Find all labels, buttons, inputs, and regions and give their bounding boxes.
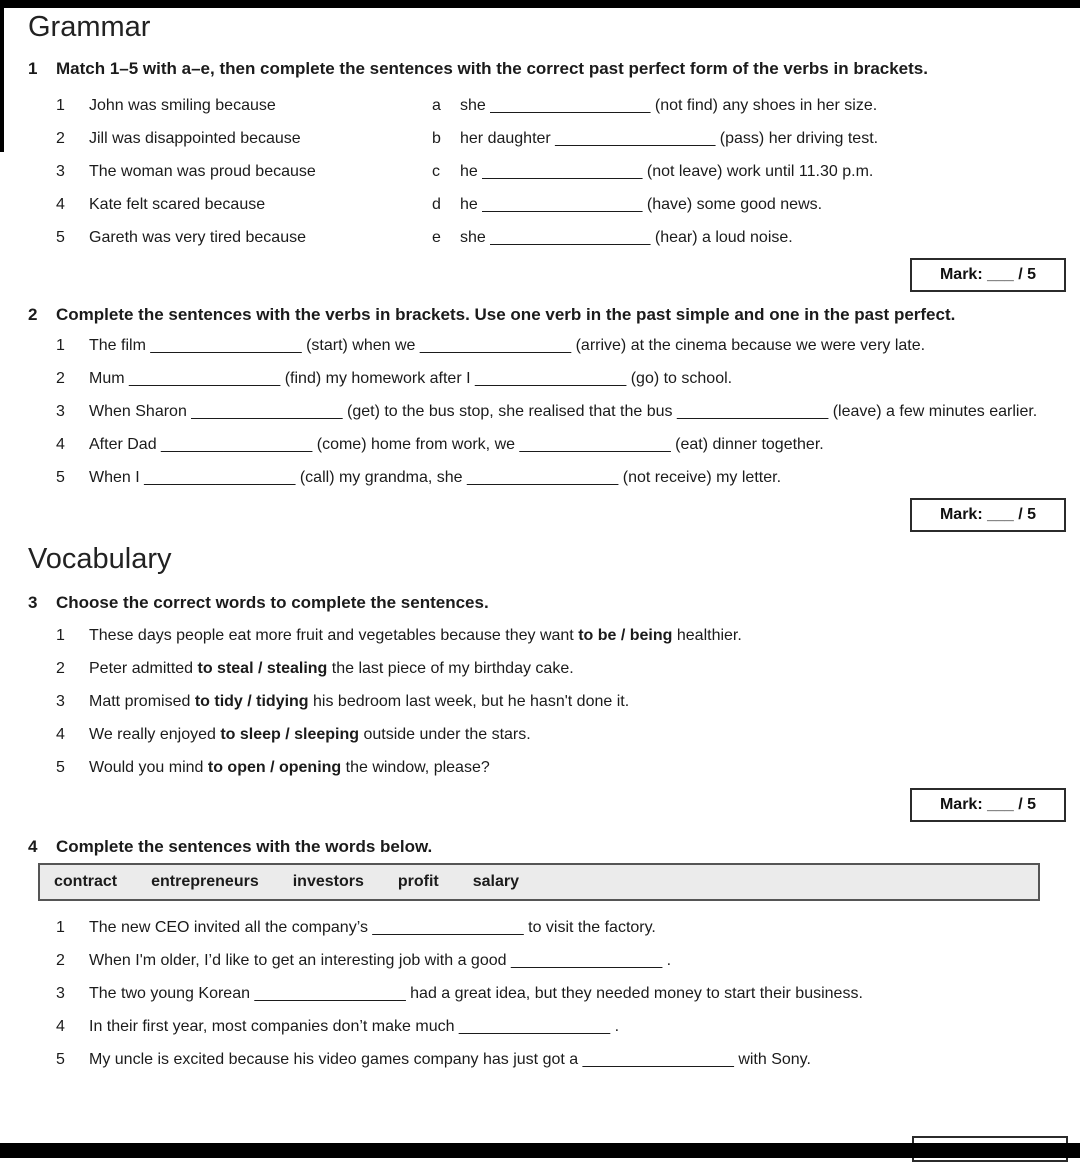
scan-left-edge-line	[0, 0, 4, 152]
item-number: 5	[56, 759, 65, 776]
sentence-fragment: We really enjoyed	[89, 726, 221, 743]
exercise-3-instruction: Choose the correct words to complete the sentences.	[56, 593, 489, 612]
word-bank	[38, 863, 1040, 901]
word-bank-word: entrepreneurs	[151, 873, 259, 890]
sentence-fragment: the window, please?	[341, 759, 490, 776]
match-row	[56, 188, 1066, 221]
match-row	[56, 221, 1066, 254]
match-left-text: Kate felt scared because	[89, 196, 266, 213]
item-number: 2	[56, 370, 65, 387]
sentence-fragment: Would you mind	[89, 759, 208, 776]
item-number: 4	[56, 436, 65, 453]
exercise-1-number: 1	[28, 59, 38, 78]
item-number: 1	[56, 627, 65, 644]
match-left-text: John was smiling because	[89, 97, 276, 114]
item-number: 1	[56, 919, 65, 936]
item-number: 3	[56, 693, 65, 710]
sentence-fragment: outside under the stars.	[359, 726, 531, 743]
section-title-vocabulary: Vocabulary	[28, 543, 172, 575]
item-number: 5	[56, 469, 65, 486]
match-row	[56, 122, 1066, 155]
sentence-text-with-blanks: In their first year, most companies don’t make much _________________ .	[89, 1018, 620, 1035]
sentence-fragment: Matt promised	[89, 693, 195, 710]
match-right-text-with-blank: he __________________ (have) some good news.	[460, 196, 823, 213]
sentence-item	[56, 333, 1066, 358]
item-number: 3	[56, 985, 65, 1002]
sentence-text-with-choices	[89, 755, 1066, 780]
match-letter: c	[432, 163, 440, 180]
sentence-text-with-blanks: The two young Korean _________________ had a great idea, but they needed money to start their business.	[89, 985, 863, 1002]
mark-box-exercise-1: Mark: ___ / 5	[910, 258, 1066, 292]
word-bank-word: contract	[54, 873, 118, 890]
match-item-number: 2	[56, 130, 65, 147]
match-item-number: 5	[56, 229, 65, 246]
sentence-text-with-choices	[89, 656, 1066, 681]
exercise-4	[28, 834, 1066, 1082]
match-right-text-with-blank: she __________________ (hear) a loud noise.	[460, 229, 793, 246]
match-letter: e	[432, 229, 441, 246]
match-row	[56, 155, 1066, 188]
exercise-2-instruction: Complete the sentences with the verbs in brackets. Use one verb in the past simple and one in the past perfect.	[56, 305, 956, 324]
exercise-2-item-list	[56, 333, 1066, 490]
item-number: 5	[56, 1051, 65, 1068]
exercise-4-instruction: Complete the sentences with the words below.	[56, 837, 433, 856]
match-left-text: Gareth was very tired because	[89, 229, 306, 246]
exercise-2	[28, 302, 1066, 532]
exercise-3-item-list	[56, 623, 1066, 780]
match-letter: d	[432, 196, 441, 213]
sentence-text-with-blanks: My uncle is excited because his video games company has just got a _________________ with Sony.	[89, 1051, 811, 1068]
sentence-fragment: the last piece of my birthday cake.	[327, 660, 574, 677]
match-right-text-with-blank: her daughter __________________ (pass) her driving test.	[460, 130, 879, 147]
match-item-number: 4	[56, 196, 65, 213]
section-title-grammar: Grammar	[28, 11, 151, 43]
sentence-item	[56, 1016, 1066, 1038]
match-item-number: 1	[56, 97, 65, 114]
match-right-text-with-blank: she __________________ (not find) any shoes in her size.	[460, 97, 878, 114]
exercise-4-item-list	[56, 917, 1066, 1071]
match-left-text: Jill was disappointed because	[89, 130, 301, 147]
word-bank-word: salary	[472, 873, 519, 890]
sentence-text-with-blanks: The new CEO invited all the company’s _________________ to visit the factory.	[89, 919, 656, 936]
item-number: 1	[56, 337, 65, 354]
sentence-item	[56, 399, 1066, 424]
sentence-fragment: These days people eat more fruit and vegetables because they want	[89, 627, 579, 644]
sentence-fragment: his bedroom last week, but he hasn't done it.	[308, 693, 630, 710]
exercise-1-instruction: Match 1–5 with a–e, then complete the sentences with the correct past perfect form of the verbs in brackets.	[56, 59, 928, 78]
scan-bottom-black-bar	[0, 1143, 1080, 1158]
match-item-number: 3	[56, 163, 65, 180]
item-number: 3	[56, 403, 65, 420]
sentence-item	[56, 950, 1066, 972]
choice-options: to tidy / tidying	[194, 693, 309, 710]
choice-options: to open / opening	[207, 759, 342, 776]
exercise-1-match-list	[56, 89, 1066, 254]
item-number: 2	[56, 952, 65, 969]
choice-options: to be / being	[578, 627, 673, 644]
mark-box-exercise-2: Mark: ___ / 5	[910, 498, 1066, 532]
sentence-item	[56, 983, 1066, 1005]
sentence-item	[56, 432, 1066, 457]
match-left-text: The woman was proud because	[89, 163, 316, 180]
word-bank-word: investors	[292, 873, 364, 890]
sentence-text-with-blanks: The film _________________ (start) when we _________________ (arrive) at the cinema because we were very late.	[89, 337, 926, 354]
item-number: 4	[56, 726, 65, 743]
exercise-1	[28, 56, 1066, 292]
sentence-text-with-blanks: When I _________________ (call) my grandma, she _________________ (not receive) my letter.	[89, 469, 782, 486]
scan-top-black-bar	[0, 0, 1080, 8]
exercise-3-number: 3	[28, 593, 38, 612]
exercise-4-number: 4	[28, 837, 38, 856]
choice-options: to sleep / sleeping	[220, 726, 360, 743]
sentence-text-with-blanks: When Sharon _________________ (get) to the bus stop, she realised that the bus _________________ (leave) a few minutes earlier.	[89, 403, 1038, 420]
match-letter: b	[432, 130, 441, 147]
word-bank-word: profit	[397, 873, 439, 890]
sentence-text-with-choices	[89, 689, 1066, 714]
exercise-2-number: 2	[28, 305, 38, 324]
sentence-item	[56, 1049, 1066, 1071]
sentence-text-with-choices	[89, 623, 1066, 648]
exercise-3	[28, 590, 1066, 822]
sentence-text-with-choices	[89, 722, 1066, 747]
choice-item	[56, 656, 1066, 681]
sentence-fragment: Peter admitted	[89, 660, 198, 677]
match-row	[56, 89, 1066, 122]
item-number: 2	[56, 660, 65, 677]
sentence-fragment: healthier.	[672, 627, 742, 644]
choice-item	[56, 722, 1066, 747]
sentence-item	[56, 366, 1066, 391]
mark-box-exercise-3: Mark: ___ / 5	[910, 788, 1066, 822]
sentence-item	[56, 917, 1066, 939]
sentence-item	[56, 465, 1066, 490]
sentence-text-with-blanks: After Dad _________________ (come) home from work, we _________________ (eat) dinner together.	[89, 436, 824, 453]
choice-item	[56, 623, 1066, 648]
choice-item	[56, 755, 1066, 780]
match-letter: a	[432, 97, 441, 114]
choice-options: to steal / stealing	[197, 660, 328, 677]
sentence-text-with-blanks: When I'm older, I’d like to get an interesting job with a good _________________ .	[89, 952, 672, 969]
item-number: 4	[56, 1018, 65, 1035]
match-right-text-with-blank: he __________________ (not leave) work until 11.30 p.m.	[460, 163, 874, 180]
choice-item	[56, 689, 1066, 714]
sentence-text-with-blanks: Mum _________________ (find) my homework after I _________________ (go) to school.	[89, 370, 733, 387]
